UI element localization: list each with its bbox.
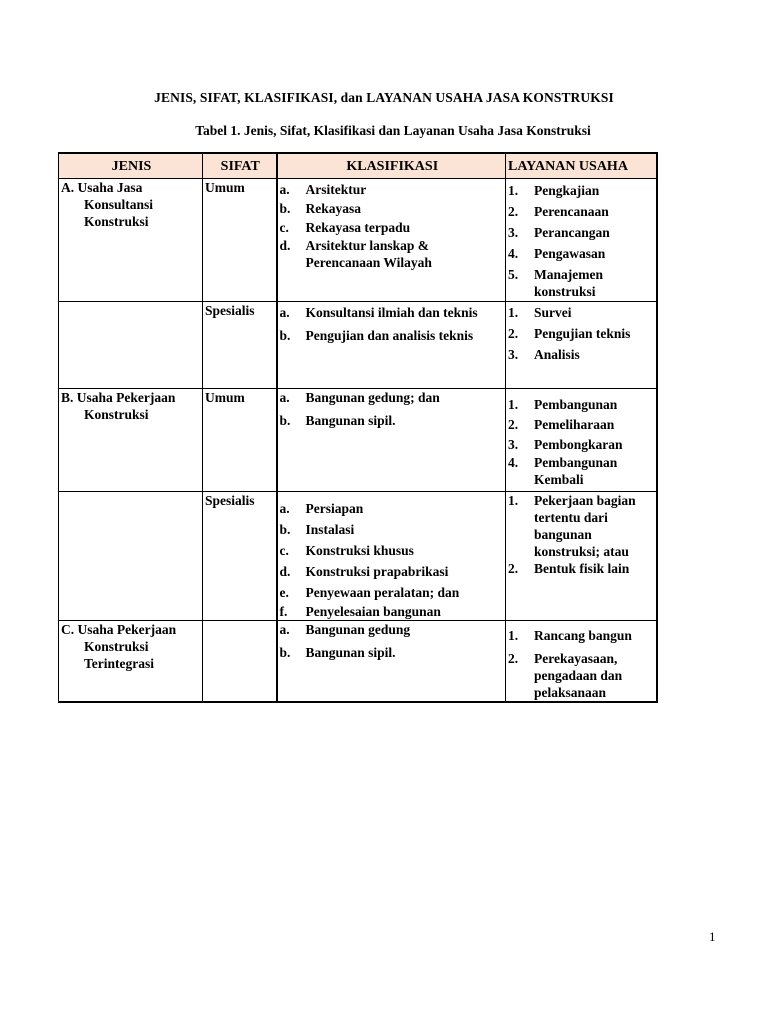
klasifikasi-text: Penyewaan peralatan; dan xyxy=(305,585,460,600)
list-marker: b. xyxy=(279,328,291,343)
list-marker: 3. xyxy=(508,437,519,452)
table-row xyxy=(59,621,657,703)
layanan-text: Pengawasan xyxy=(534,246,606,261)
layanan-item xyxy=(508,492,656,560)
klasifikasi-text: Konstruksi prapabrikasi xyxy=(305,564,449,579)
cell-sifat xyxy=(203,621,277,703)
table-caption: Tabel 1. Jenis, Sifat, Klasifikasi dan Layanan Usaha Jasa Konstruksi xyxy=(195,123,591,138)
table-header-row xyxy=(59,153,657,179)
header-jenis: JENIS xyxy=(59,153,203,179)
list-marker: 1. xyxy=(508,493,519,508)
klasifikasi-item xyxy=(280,181,506,198)
cell-jenis xyxy=(59,179,203,302)
klasifikasi-item xyxy=(280,644,506,661)
layanan-item xyxy=(508,416,656,433)
klasifikasi-item xyxy=(280,327,506,344)
layanan-item xyxy=(508,266,656,300)
table-row xyxy=(59,179,657,302)
layanan-text: Pemeliharaan xyxy=(534,417,615,432)
layanan-list xyxy=(508,627,656,701)
header-klasifikasi: KLASIFIKASI xyxy=(277,153,506,179)
layanan-item xyxy=(508,224,656,241)
klasifikasi-text: Pengujian dan analisis teknis xyxy=(305,328,474,343)
layanan-item xyxy=(508,182,656,199)
layanan-text: Analisis xyxy=(534,347,580,362)
cell-layanan xyxy=(506,389,657,492)
klasifikasi-item xyxy=(280,621,506,638)
list-marker: b. xyxy=(279,201,291,216)
cell-layanan xyxy=(506,492,657,621)
table-row xyxy=(59,302,657,389)
document-title: JENIS, SIFAT, KLASIFIKASI, dan LAYANAN USAHA JASA KONSTRUKSI xyxy=(154,90,614,105)
klasifikasi-item xyxy=(280,389,506,406)
list-marker: d. xyxy=(279,564,291,579)
layanan-text: Manajemen konstruksi xyxy=(534,267,603,299)
layanan-item xyxy=(508,396,656,413)
list-marker: a. xyxy=(279,182,290,197)
list-marker: a. xyxy=(279,501,290,516)
layanan-text: Pembangunan xyxy=(534,397,618,412)
layanan-text: Bentuk fisik lain xyxy=(534,561,630,576)
list-marker: 4. xyxy=(508,455,519,470)
layanan-list xyxy=(508,304,656,363)
klasifikasi-text: Arsitektur lanskap & Perencanaan Wilayah xyxy=(305,238,432,270)
list-marker: 2. xyxy=(508,417,519,432)
klasifikasi-item xyxy=(280,500,506,517)
klasifikasi-item xyxy=(280,563,506,580)
layanan-text: Pengkajian xyxy=(534,183,600,198)
list-marker: d. xyxy=(279,238,291,253)
cell-layanan xyxy=(506,621,657,703)
jenis-line: Konstruksi xyxy=(84,639,149,654)
layanan-item xyxy=(508,203,656,220)
klasifikasi-text: Arsitektur xyxy=(305,182,367,197)
layanan-item xyxy=(508,560,656,577)
klasifikasi-list xyxy=(280,389,506,429)
list-marker: 1. xyxy=(508,397,519,412)
sifat-label: Spesialis xyxy=(205,303,255,318)
cell-layanan xyxy=(506,179,657,302)
cell-klasifikasi xyxy=(277,179,506,302)
layanan-item xyxy=(508,436,656,453)
list-marker: 1. xyxy=(508,305,519,320)
klasifikasi-text: Bangunan sipil. xyxy=(305,413,396,428)
list-marker: f. xyxy=(279,604,288,619)
klasifikasi-text: Persiapan xyxy=(305,501,364,516)
klasifikasi-list xyxy=(280,500,506,620)
header-sifat: SIFAT xyxy=(203,153,277,179)
list-marker: b. xyxy=(279,413,291,428)
classification-table xyxy=(58,152,658,703)
cell-jenis xyxy=(59,492,203,621)
layanan-list xyxy=(508,492,656,577)
table-row xyxy=(59,492,657,621)
list-marker: 1. xyxy=(508,183,519,198)
layanan-text: Pembongkaran xyxy=(534,437,623,452)
table-body xyxy=(59,179,657,703)
klasifikasi-item xyxy=(280,219,506,236)
header-layanan: LAYANAN USAHA xyxy=(506,153,657,179)
layanan-text: Pengujian teknis xyxy=(534,326,631,341)
layanan-text: Perekayasaan, pengadaan dan pelaksanaan xyxy=(534,651,623,700)
klasifikasi-text: Instalasi xyxy=(305,522,355,537)
cell-klasifikasi xyxy=(277,389,506,492)
list-marker: 2. xyxy=(508,326,519,341)
layanan-item xyxy=(508,346,656,363)
list-marker: b. xyxy=(279,522,291,537)
jenis-line: C. Usaha Pekerjaan xyxy=(61,622,177,637)
sifat-label: Umum xyxy=(205,180,245,195)
list-marker: 1. xyxy=(508,628,519,643)
jenis-label xyxy=(61,179,202,230)
klasifikasi-item xyxy=(280,304,506,321)
list-marker: 2. xyxy=(508,204,519,219)
layanan-item xyxy=(508,325,656,342)
list-marker: 3. xyxy=(508,347,519,362)
klasifikasi-item xyxy=(280,412,506,429)
list-marker: 3. xyxy=(508,225,519,240)
layanan-item xyxy=(508,454,656,488)
klasifikasi-text: Bangunan gedung xyxy=(305,622,411,637)
cell-jenis xyxy=(59,621,203,703)
list-marker: a. xyxy=(279,305,290,320)
klasifikasi-text: Rekayasa xyxy=(305,201,362,216)
list-marker: e. xyxy=(279,585,289,600)
klasifikasi-list xyxy=(280,304,506,344)
page-number: 1 xyxy=(709,929,716,944)
layanan-text: Survei xyxy=(534,305,572,320)
klasifikasi-item xyxy=(280,603,506,620)
klasifikasi-text: Penyelesaian bangunan xyxy=(305,604,441,619)
klasifikasi-list xyxy=(280,621,506,661)
layanan-text: Perencanaan xyxy=(534,204,609,219)
jenis-line: Konstruksi xyxy=(84,214,149,229)
klasifikasi-text: Konstruksi khusus xyxy=(305,543,414,558)
cell-sifat xyxy=(203,302,277,389)
klasifikasi-list xyxy=(280,181,506,271)
jenis-line: Terintegrasi xyxy=(84,656,154,671)
klasifikasi-text: Rekayasa terpadu xyxy=(305,220,411,235)
cell-sifat xyxy=(203,179,277,302)
cell-klasifikasi xyxy=(277,302,506,389)
klasifikasi-item xyxy=(280,584,506,601)
cell-jenis xyxy=(59,389,203,492)
list-marker: 5. xyxy=(508,267,519,282)
klasifikasi-text: Bangunan sipil. xyxy=(305,645,396,660)
klasifikasi-text: Konsultansi ilmiah dan teknis xyxy=(305,305,478,320)
layanan-text: Pembangunan Kembali xyxy=(534,455,618,487)
klasifikasi-text: Bangunan gedung; dan xyxy=(305,390,440,405)
sifat-label: Umum xyxy=(205,390,245,405)
jenis-label xyxy=(61,621,202,672)
jenis-label xyxy=(61,389,202,423)
layanan-list xyxy=(508,182,656,300)
list-marker: b. xyxy=(279,645,291,660)
layanan-item xyxy=(508,627,656,644)
cell-klasifikasi xyxy=(277,492,506,621)
list-marker: a. xyxy=(279,622,290,637)
cell-klasifikasi xyxy=(277,621,506,703)
list-marker: 4. xyxy=(508,246,519,261)
layanan-text: Pekerjaan bagian tertentu dari bangunan konstruksi; atau xyxy=(534,493,636,559)
layanan-list xyxy=(508,396,656,488)
jenis-line: Konstruksi xyxy=(84,407,149,422)
layanan-item xyxy=(508,650,656,701)
layanan-text: Rancang bangun xyxy=(534,628,632,643)
klasifikasi-item xyxy=(280,521,506,538)
jenis-line: A. Usaha Jasa xyxy=(61,180,143,195)
cell-sifat xyxy=(203,389,277,492)
jenis-line: B. Usaha Pekerjaan xyxy=(61,390,176,405)
list-marker: c. xyxy=(279,220,289,235)
list-marker: 2. xyxy=(508,561,519,576)
list-marker: 2. xyxy=(508,651,519,666)
list-marker: a. xyxy=(279,390,290,405)
cell-sifat xyxy=(203,492,277,621)
layanan-item xyxy=(508,304,656,321)
cell-jenis xyxy=(59,302,203,389)
klasifikasi-item xyxy=(280,237,506,271)
jenis-line: Konsultansi xyxy=(84,197,154,212)
table-row xyxy=(59,389,657,492)
layanan-item xyxy=(508,245,656,262)
cell-layanan xyxy=(506,302,657,389)
klasifikasi-item xyxy=(280,542,506,559)
klasifikasi-item xyxy=(280,200,506,217)
list-marker: c. xyxy=(279,543,289,558)
sifat-label: Spesialis xyxy=(205,493,255,508)
layanan-text: Perancangan xyxy=(534,225,610,240)
